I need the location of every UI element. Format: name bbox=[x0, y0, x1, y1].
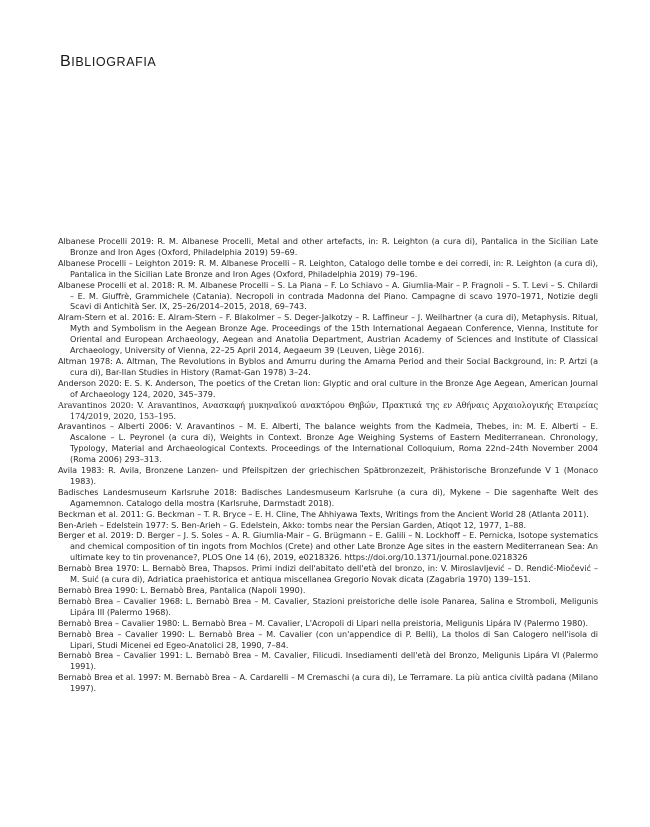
bibliography-list bbox=[58, 236, 598, 694]
bibliography-entry: Badisches Landesmuseum Karlsruhe 2018: Badisches Landesmuseum Karlsruhe (a cura di), Mykene – Die sagenhafte Welt des Agamemnon. Catalogo della mostra (Karlsruhe, Darmstadt 2018). bbox=[58, 486, 598, 508]
bibliography-entry: Avila 1983: R. Avila, Bronzene Lanzen- und Pfeilspitzen der griechischen Spätbronzezeit, Prähistorische Bronzefunde V 1 (Monaco 1983). bbox=[58, 465, 598, 486]
bibliography-entry: Bernabò Brea – Cavalier 1990: L. Bernabò Brea – M. Cavalier (con un'appendice di P. Belli), La tholos di San Calogero nell'isola di Lipari, Studi Micenei ed Egeo-Anatolici 28, 1990, 7–84. bbox=[58, 628, 598, 650]
bibliography-entry: Aravantinos 2020: V. Aravantinos, Ανασκαφή μυκηναϊκού ανακτόρου Θηβών, Πρακτικά της εν Αθήναις Αρχαιολογικής Εταιρείας 174/2019, 2020, 153–195. bbox=[58, 399, 598, 421]
bibliography-entry: Bernabò Brea 1970: L. Bernabò Brea, Thapsos. Primi indizi dell'abitato dell'età del bronzo, in: V. Miroslavljević – D. Rendić-Miočević – M. Suić (a cura di), Adriatica praehistorica et antiqua miscellanea Gregorio Novak dicata (Zagabria 1970) 139–151. bbox=[58, 563, 598, 585]
bibliography-entry: Bernabò Brea et al. 1997: M. Bernabò Brea – A. Cardarelli – M Cremaschi (a cura di), Le Terramare. La più antica civiltà padana (Milano 1997). bbox=[58, 672, 598, 694]
bibliography-entry: Bernabò Brea – Cavalier 1980: L. Bernabò Brea – M. Cavalier, L'Acropoli di Lipari nella preistoria, Meligunis Lipára IV (Palermo 1980). bbox=[58, 617, 588, 628]
page-title-rest: IBLIOGRAFIA bbox=[71, 55, 157, 69]
bibliography-entry: Albanese Procelli et al. 2018: R. M. Albanese Procelli – S. La Piana – F. Lo Schiavo – A. Giumlia-Mair – P. Fragnoli – S. T. Levi – S. Chilardi – E. M. Giuffrè, Grammichele (Catania). Necropoli in contrada Madonna del Piano. Campagne di scavo 1970–1971, Notizie degli Scavi di Antichità Ser. IX, 25–26/2014–2015, 2018, 69–743. bbox=[58, 279, 598, 312]
bibliography-entry: Ben-Arieh – Edelstein 1977: S. Ben-Arieh – G. Edelstein, Akko: tombs near the Persian Garden, Atiqot 12, 1977, 1–88. bbox=[58, 519, 526, 530]
bibliography-entry: Aravantinos – Alberti 2006: V. Aravantinos – M. E. Alberti, The balance weights from the Kadmeia, Thebes, in: M. E. Alberti – E. Ascalone – L. Peyronel (a cura di), Weights in Context. Bronze Age Weighing Systems of Eastern Mediterranean. Chronology, Typology, Material and Archaeological Contexts. Proceedings of the International Colloquium, Roma 22nd–24th November 2004 (Roma 2006) 293–313. bbox=[58, 421, 598, 465]
page-title bbox=[60, 53, 156, 71]
page-title-initial: B bbox=[60, 53, 72, 70]
bibliography-entry: Bernabò Brea – Cavalier 1968: L. Bernabò Brea – M. Cavalier, Stazioni preistoriche delle isole Panarea, Salina e Stromboli, Meligunis Lipára III (Palermo 1968). bbox=[58, 595, 598, 617]
bibliography-entry: Berger et al. 2019: D. Berger – J. S. Soles – A. R. Giumlia-Mair – G. Brügmann – E. Galili – N. Lockhoff – E. Pernicka, Isotope systematics and chemical composition of tin ingots from Mochlos (Crete) and other Late Bronze Age sites in the eastern Mediterranean Sea: An ultimate key to tin provenance?, PLOS One 14 (6), 2019, e0218326. https://doi.org/10.1371/journal.pone.0218326 bbox=[58, 530, 598, 563]
bibliography-entry: Albanese Procelli – Leighton 2019: R. M. Albanese Procelli – R. Leighton, Catalogo delle tombe e dei corredi, in: R. Leighton (a cura di), Pantalica in the Sicilian Late Bronze and Iron Ages (Oxford, Philadelphia 2019) 79–196. bbox=[58, 257, 598, 279]
bibliography-entry: Altman 1978: A. Altman, The Revolutions in Byblos and Amurru during the Amarna Period and their Social Background, in: P. Artzi (a cura di), Bar-Ilan Studies in History (Ramat-Gan 1978) 3–24. bbox=[58, 355, 598, 377]
bibliography-entry: Bernabò Brea 1990: L. Bernabò Brea, Pantalica (Napoli 1990). bbox=[58, 585, 306, 595]
bibliography-entry: Bernabò Brea – Cavalier 1991: L. Bernabò Brea – M. Cavalier, Filicudi. Insediamenti dell'età del Bronzo, Meligunis Lipára VI (Palermo 1991). bbox=[58, 650, 598, 672]
bibliography-entry: Anderson 2020: E. S. K. Anderson, The poetics of the Cretan lion: Glyptic and oral culture in the Bronze Age Aegean, American Journal of Archaeology 124, 2020, 345–379. bbox=[58, 377, 598, 399]
bibliography-entry: Beckman et al. 2011: G. Beckman – T. R. Bryce – E. H. Cline, The Ahhiyawa Texts, Writings from the Ancient World 28 (Atlanta 2011). bbox=[58, 508, 589, 519]
bibliography-entry: Alram-Stern et al. 2016: E. Alram-Stern – F. Blakolmer – S. Deger-Jalkotzy – R. Laffineur – J. Weilhartner (a cura di), Metaphysis. Ritual, Myth and Symbolism in the Aegean Bronze Age. Proceedings of the 15th International Aegaean Conference, Vienna, Institute for Oriental and European Archaeology, Aegean and Anatolia Department, Austrian Academy of Sciences and Institute of Classical Archaeology, University of Vienna, 22–25 April 2014, Aegaeum 39 (Leuven, Liège 2016). bbox=[58, 312, 598, 356]
bibliography-entry: Albanese Procelli 2019: R. M. Albanese Procelli, Metal and other artefacts, in: R. Leighton (a cura di), Pantalica in the Sicilian Late Bronze and Iron Ages (Oxford, Philadelphia 2019) 59–69. bbox=[58, 236, 598, 257]
